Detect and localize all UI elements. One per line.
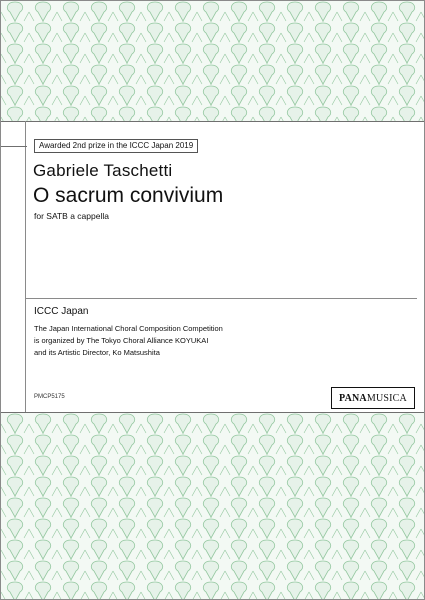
pattern-svg-top (1, 1, 424, 121)
organization-description (34, 323, 223, 359)
bottom-pattern-band (1, 412, 424, 600)
organization-line: and its Artistic Director, Ko Matsushita (34, 348, 160, 357)
work-title: O sacrum convivium (33, 184, 224, 207)
organization-line: is organized by The Tokyo Choral Alliance KOYUKAI (34, 336, 209, 345)
pattern-svg-bottom (1, 413, 424, 600)
top-pattern-band (1, 1, 424, 122)
organization-name: ICCC Japan (34, 306, 89, 317)
catalog-code: PMCP5175 (34, 394, 65, 400)
award-badge: Awarded 2nd prize in the ICCC Japan 2019 (34, 139, 198, 153)
publisher-logo (331, 387, 415, 409)
section-divider (25, 298, 417, 299)
composer-name: Gabriele Taschetti (33, 161, 173, 180)
left-tick-rule (1, 146, 27, 147)
work-subtitle: for SATB a cappella (34, 211, 109, 221)
publisher-logo-bold: PANA (339, 392, 367, 404)
publisher-logo-regular: MUSICA (366, 392, 407, 404)
left-vertical-rule (25, 121, 26, 412)
organization-line: The Japan International Choral Composition Competition (34, 324, 223, 333)
